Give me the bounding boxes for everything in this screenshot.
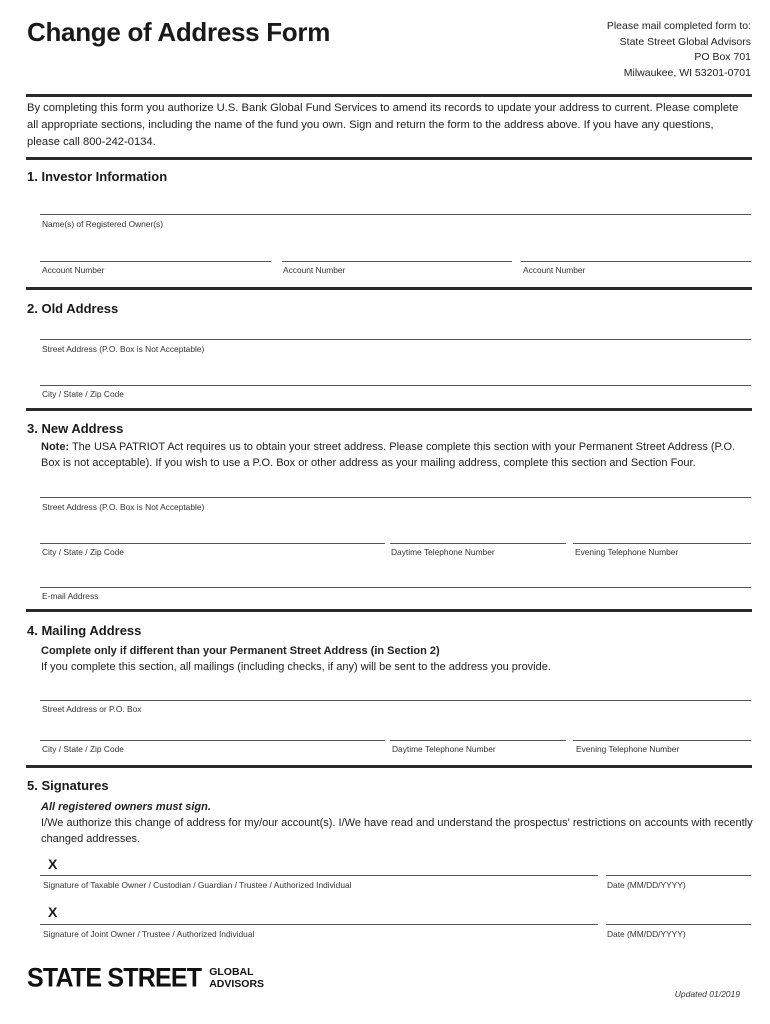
new-street-field[interactable] [40, 497, 751, 498]
section-divider [26, 408, 752, 411]
mailing-explanation: If you complete this section, all mailings (including checks, if any) will be sent to the address you provide. [41, 661, 551, 673]
signature-requirement: All registered owners must sign. [41, 801, 211, 813]
section-5-title: 5. Signatures [27, 778, 109, 793]
joint-signature-label: Signature of Joint Owner / Trustee / Authorized Individual [43, 929, 255, 939]
mailing-condition: Complete only if different than your Permanent Street Address (in Section 2) [41, 645, 440, 657]
section-2-title: 2. Old Address [27, 301, 119, 316]
updated-date: Updated 01/2019 [674, 989, 740, 999]
owner-name-label: Name(s) of Registered Owner(s) [42, 219, 164, 229]
mailing-evening-phone-field[interactable] [573, 740, 751, 741]
header-divider [26, 94, 752, 97]
section-1-title: 1. Investor Information [27, 169, 168, 184]
authorization-statement: I/We authorize this change of address for my/our account(s). I/We have read and understand the prospectus' restrictions on accounts with recently changed addresses. [41, 817, 753, 845]
section-divider [26, 287, 752, 290]
account-number-label-2: Account Number [283, 265, 346, 275]
old-city-field[interactable] [40, 385, 751, 386]
section-3-title: 3. New Address [27, 421, 124, 436]
state-street-logo [27, 964, 264, 993]
mailing-daytime-phone-field[interactable] [390, 740, 566, 741]
daytime-phone-field[interactable] [390, 543, 566, 544]
email-field[interactable] [40, 587, 751, 588]
mailing-city-label: City / State / Zip Code [42, 744, 124, 754]
owner-signature-field[interactable] [40, 875, 598, 876]
mailing-evening-phone-label: Evening Telephone Number [576, 744, 680, 754]
owner-signature-label: Signature of Taxable Owner / Custodian / Guardian / Trustee / Authorized Individual [43, 880, 352, 890]
mail-company: State Street Global Advisors [619, 35, 751, 48]
patriot-act-note [41, 439, 753, 471]
mail-instruction: Please mail completed form to: [606, 20, 751, 32]
account-number-field-2[interactable] [282, 261, 512, 262]
logo-wordmark: STATE STREET [27, 962, 202, 994]
account-number-field-1[interactable] [40, 261, 271, 262]
account-number-field-3[interactable] [521, 261, 751, 262]
section-4-title: 4. Mailing Address [27, 623, 142, 638]
mailing-street-label: Street Address or P.O. Box [42, 704, 142, 714]
mailing-city-field[interactable] [40, 740, 385, 741]
account-number-label-3: Account Number [523, 265, 586, 275]
new-street-label: Street Address (P.O. Box is Not Acceptable) [42, 502, 205, 512]
new-city-label: City / State / Zip Code [42, 547, 124, 557]
mailing-daytime-phone-label: Daytime Telephone Number [392, 744, 496, 754]
evening-phone-field[interactable] [573, 543, 751, 544]
owner-date-label: Date (MM/DD/YYYY) [607, 880, 686, 890]
old-street-label: Street Address (P.O. Box is Not Acceptable) [42, 344, 205, 354]
section-divider [26, 609, 752, 612]
section-divider [26, 765, 752, 768]
signature-x-mark-1: X [48, 856, 58, 872]
note-text: The USA PATRIOT Act requires us to obtain your street address. Please complete this section with your Permanent Street Address (P.O. Box is not acceptable). If you wish to use a P.O. Box or other address as your mailing address, complete this section and Section Four. [41, 441, 736, 469]
logo-subtitle [209, 967, 264, 990]
logo-sub-line-1: GLOBAL [209, 966, 254, 978]
section-divider [26, 157, 752, 160]
logo-sub-line-2: ADVISORS [209, 977, 265, 990]
mail-po-box: PO Box 701 [694, 51, 751, 63]
joint-signature-field[interactable] [40, 924, 598, 925]
evening-phone-label: Evening Telephone Number [575, 547, 679, 557]
joint-date-field[interactable] [606, 924, 751, 925]
mail-city: Milwaukee, WI 53201-0701 [623, 66, 751, 79]
owner-name-field[interactable] [40, 214, 751, 215]
note-lead: Note: [41, 441, 70, 453]
mailing-street-field[interactable] [40, 700, 751, 701]
old-street-field[interactable] [40, 339, 751, 340]
new-city-field[interactable] [40, 543, 385, 544]
owner-date-field[interactable] [606, 875, 751, 876]
account-number-label-1: Account Number [42, 265, 105, 275]
joint-date-label: Date (MM/DD/YYYY) [607, 929, 686, 939]
form-title: Change of Address Form [27, 17, 331, 47]
email-label: E-mail Address [42, 591, 99, 601]
daytime-phone-label: Daytime Telephone Number [391, 547, 495, 557]
signature-x-mark-2: X [48, 904, 58, 920]
intro-paragraph: By completing this form you authorize U.S. Bank Global Fund Services to amend its records to update your address to current. Please complete all appropriate sections, including the name of the fund you own. Sign and return the form to the address above. If you have any questions, please call 800-242-0134. [27, 102, 739, 148]
mailing-address-block [607, 19, 751, 81]
old-city-label: City / State / Zip Code [42, 389, 124, 399]
